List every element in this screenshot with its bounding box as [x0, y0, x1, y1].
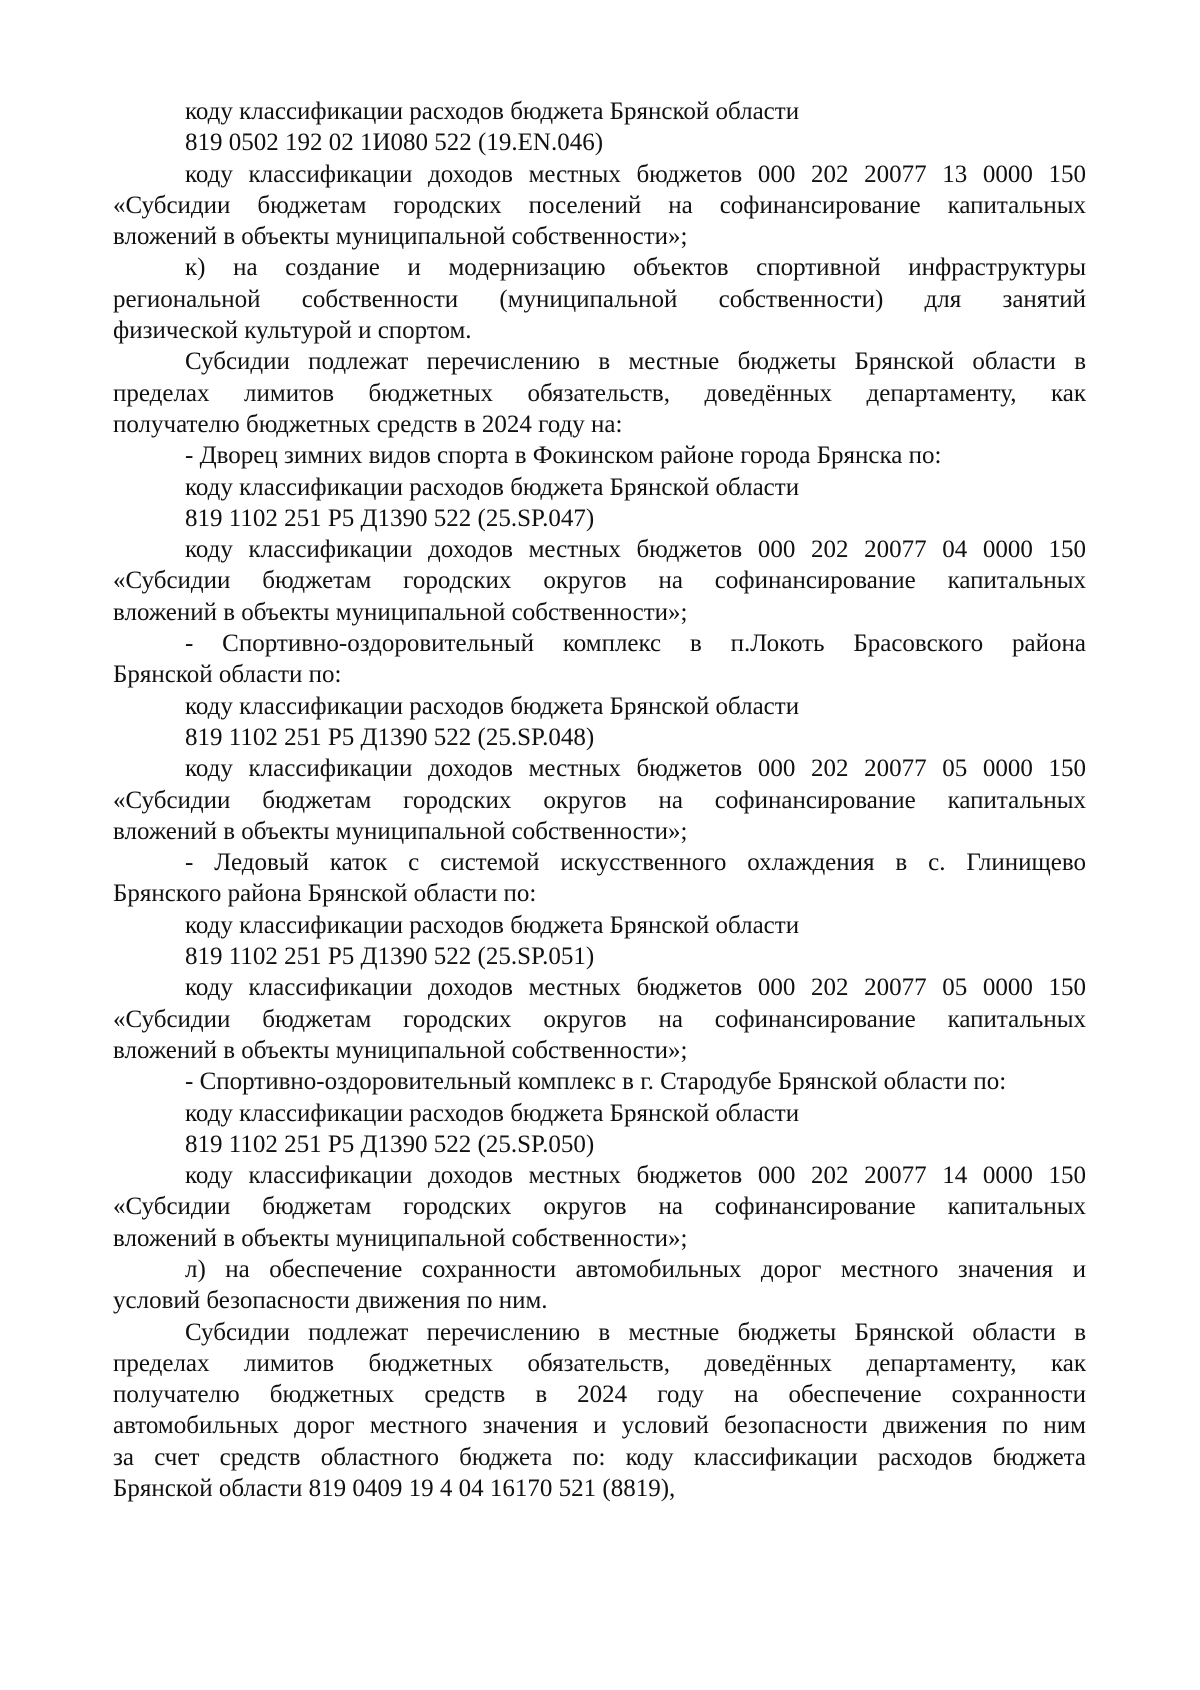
text-line: «Субсидии бюджетам городских округов на софинансирование капитальных: [113, 567, 1086, 595]
text-line: 819 1102 251 Р5 Д1390 522 (25.SP.047): [185, 504, 595, 532]
text-line: коду классификации расходов бюджета Брянской области: [185, 692, 800, 720]
text-line: «Субсидии бюджетам городских округов на софинансирование капитальных: [113, 786, 1086, 814]
text-line: Брянской области 819 0409 19 4 04 16170 521 (8819),: [113, 1475, 676, 1503]
text-line: - Спортивно-оздоровительный комплекс в г. Стародубе Брянской области по:: [185, 1068, 1007, 1096]
text-line: Субсидии подлежат перечислению в местные бюджеты Брянской области в: [185, 1318, 1086, 1346]
text-line: 819 1102 251 Р5 Д1390 522 (25.SP.051): [185, 943, 595, 971]
text-line: «Субсидии бюджетам городских поселений на софинансирование капитальных: [113, 191, 1086, 219]
text-line: коду классификации расходов бюджета Брянской области: [185, 911, 800, 939]
text-line: - Дворец зимних видов спорта в Фокинском районе города Брянска по:: [185, 442, 942, 470]
text-line: 819 1102 251 Р5 Д1390 522 (25.SP.050): [185, 1130, 595, 1158]
text-line: вложений в объекты муниципальной собственности»;: [113, 223, 688, 251]
text-line: л) на обеспечение сохранности автомобильных дорог местного значения и: [185, 1255, 1086, 1283]
text-line: пределах лимитов бюджетных обязательств, доведённых департаменту, как: [113, 1349, 1086, 1377]
text-line: получателю бюджетных средств в 2024 году на обеспечение сохранности: [113, 1381, 1086, 1409]
text-line: Брянской области по:: [113, 661, 342, 689]
text-line: 819 0502 192 02 1И080 522 (19.EN.046): [185, 129, 604, 157]
text-line: условий безопасности движения по ним.: [113, 1287, 548, 1315]
text-line: коду классификации расходов бюджета Брянской области: [185, 473, 800, 501]
text-line: за счет средств областного бюджета по: коду классификации расходов бюджета: [113, 1443, 1086, 1471]
text-line: вложений в объекты муниципальной собственности»;: [113, 1224, 688, 1252]
text-line: коду классификации доходов местных бюджетов 000 202 20077 14 0000 150: [185, 1162, 1086, 1190]
text-line: - Ледовый каток с системой искусственного охлаждения в с. Глинищево: [185, 849, 1086, 877]
text-line: к) на создание и модернизацию объектов спортивной инфраструктуры: [185, 254, 1086, 282]
text-line: вложений в объекты муниципальной собственности»;: [113, 598, 688, 626]
text-line: вложений в объекты муниципальной собственности»;: [113, 1036, 688, 1064]
text-line: коду классификации расходов бюджета Брянской области: [185, 1099, 800, 1127]
text-line: региональной собственности (муниципальной собственности) для занятий: [113, 285, 1086, 313]
text-line: коду классификации доходов местных бюджетов 000 202 20077 04 0000 150: [185, 536, 1086, 564]
text-line: - Спортивно-оздоровительный комплекс в п.Локоть Брасовского района: [185, 630, 1086, 658]
text-line: физической культурой и спортом.: [113, 317, 472, 345]
text-line: вложений в объекты муниципальной собственности»;: [113, 817, 688, 845]
text-line: получателю бюджетных средств в 2024 году на:: [113, 410, 623, 438]
text-line: автомобильных дорог местного значения и условий безопасности движения по ним: [113, 1412, 1086, 1440]
text-line: 819 1102 251 Р5 Д1390 522 (25.SP.048): [185, 723, 595, 751]
text-line: коду классификации расходов бюджета Брянской области: [185, 98, 800, 125]
text-line: коду классификации доходов местных бюджетов 000 202 20077 05 0000 150: [185, 755, 1086, 783]
document-body: [113, 96, 1086, 1504]
text-line: коду классификации доходов местных бюджетов 000 202 20077 05 0000 150: [185, 974, 1086, 1002]
text-line: Брянского района Брянской области по:: [113, 880, 537, 908]
text-line: «Субсидии бюджетам городских округов на софинансирование капитальных: [113, 1005, 1086, 1033]
text-line: пределах лимитов бюджетных обязательств, доведённых департаменту, как: [113, 379, 1086, 407]
text-line: коду классификации доходов местных бюджетов 000 202 20077 13 0000 150: [185, 160, 1086, 188]
text-line: «Субсидии бюджетам городских округов на софинансирование капитальных: [113, 1193, 1086, 1221]
text-line: Субсидии подлежат перечислению в местные бюджеты Брянской области в: [185, 348, 1086, 376]
